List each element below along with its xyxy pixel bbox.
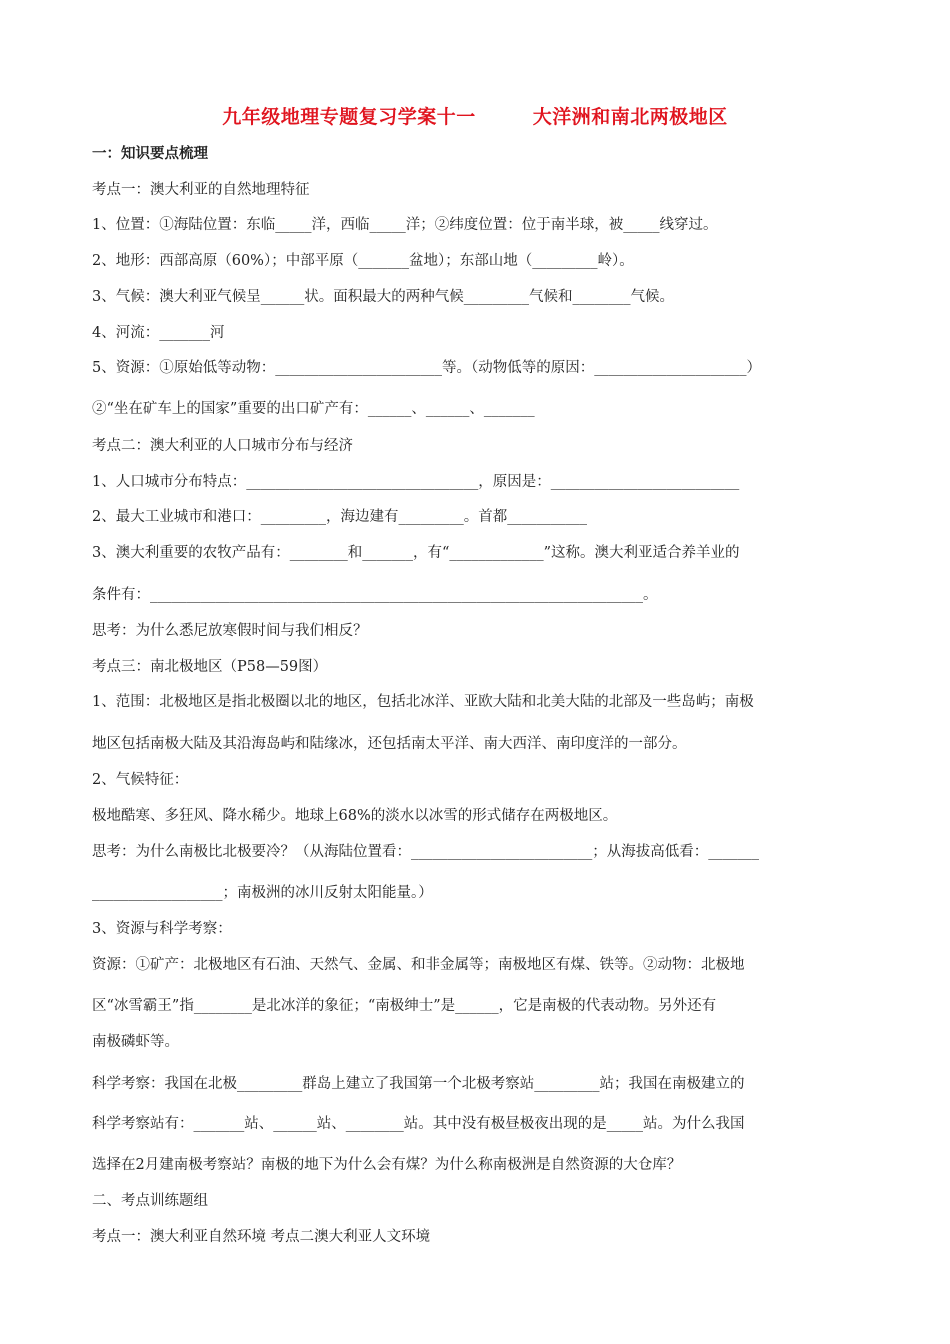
page-title: 九年级地理专题复习学案十一 大洋洲和南北两极地区 — [222, 106, 728, 128]
text-line: __________________；南极洲的冰川反射太阳能量。） — [92, 885, 433, 901]
text-line: 3、气候：澳大利亚气候呈______状。面积最大的两种气候_________气候和________气候。 — [92, 289, 674, 305]
text-line: 2、气候特征： — [92, 772, 189, 788]
text-line: 考点一：澳大利亚自然环境 考点二澳大利亚人文环境 — [92, 1229, 431, 1245]
text-line: 考点三：南北极地区（P58—59图） — [92, 659, 328, 675]
text-line: 思考：为什么南极比北极要冷？（从海陆位置看：_________________________；从海拔高低看：_______ — [92, 844, 759, 860]
text-line: 资源：①矿产：北极地区有石油、天然气、金属、和非金属等；南极地区有煤、铁等。②动物：北极地 — [92, 957, 745, 973]
section-heading: 一：知识要点梳理 — [92, 145, 208, 162]
text-line: 4、河流：_______河 — [92, 325, 225, 341]
text-line: 考点一：澳大利亚的自然地理特征 — [92, 182, 310, 198]
text-line: 南极磷虾等。 — [92, 1034, 179, 1050]
text-line: 3、资源与科学考察： — [92, 921, 232, 937]
text-line: 思考：为什么悉尼放寒假时间与我们相反？ — [92, 623, 368, 639]
text-line: 考点二：澳大利亚的人口城市分布与经济 — [92, 438, 353, 454]
text-line: 条件有：____________________________________________________________________。 — [92, 587, 658, 603]
text-line: 1、位置：①海陆位置：东临_____洋，西临_____洋；②纬度位置：位于南半球，被_____线穿过。 — [92, 217, 718, 233]
text-line: 区“冰雪霸王”指________是北冰洋的象征；“南极绅士”是______，它是南极的代表动物。另外还有 — [92, 998, 717, 1014]
text-line: ②“坐在矿车上的国家”重要的出口矿产有：______、______、_______ — [92, 401, 535, 417]
text-line: 科学考察：我国在北极_________群岛上建立了我国第一个北极考察站_________站；我国在南极建立的 — [92, 1076, 745, 1092]
text-line: 极地酷寒、多狂风、降水稀少。地球上68%的淡水以冰雪的形式储存在两极地区。 — [92, 808, 618, 824]
text-line: 2、地形：西部高原（60%）；中部平原（_______盆地）；东部山地（_________岭）。 — [92, 253, 634, 269]
text-line: 3、澳大利重要的农牧产品有：________和_______，有“_____________”这称。澳大利亚适合养羊业的 — [92, 545, 740, 561]
text-line: 二、考点训练题组 — [92, 1193, 208, 1209]
text-line: 5、资源：①原始低等动物：_______________________等。（动物低等的原因：_____________________） — [92, 360, 761, 376]
text-line: 科学考察站有：_______站、______站、________站。其中没有极昼极夜出现的是_____站。为什么我国 — [92, 1116, 745, 1132]
text-line: 地区包括南极大陆及其沿海岛屿和陆缘冰，还包括南太平洋、南大西洋、南印度洋的一部分。 — [92, 736, 687, 752]
text-line: 1、人口城市分布特点：________________________________，原因是：__________________________ — [92, 474, 740, 490]
text-line: 2、最大工业城市和港口：_________，海边建有_________。首都___________ — [92, 509, 587, 525]
text-line: 选择在2月建南极考察站？南极的地下为什么会有煤？为什么称南极洲是自然资源的大仓库？ — [92, 1157, 682, 1173]
text-line: 1、范围：北极地区是指北极圈以北的地区，包括北冰洋、亚欧大陆和北美大陆的北部及一些岛屿；南极 — [92, 694, 754, 710]
